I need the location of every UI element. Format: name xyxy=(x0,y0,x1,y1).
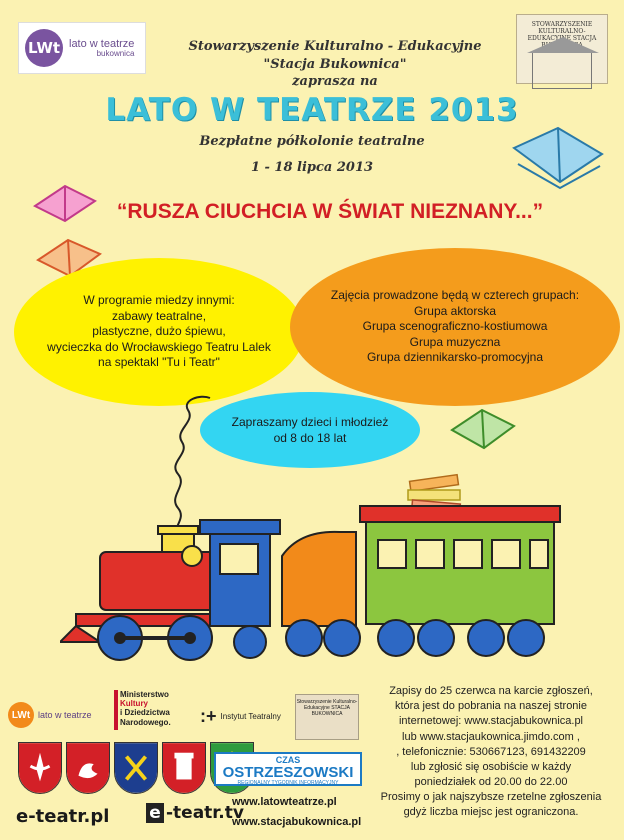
lwt-logo-text: lato w teatrze bukownica xyxy=(69,37,135,58)
train-illustration xyxy=(60,380,620,680)
lwt-logo xyxy=(18,22,146,74)
registration-info: Zapisy do 25 czerwca na karcie zgłoszeń, która jest do pobrania na naszej stronie internetowej: www.stacjabukownica.pl lub www.stacjaukownica.jimdo.com , , telefonicznie: 530667123, 691432209 lub zgłosić się osobiście w każdy poniedziałek od 20.00 do 22.00 Prosimy o jak najszybsze rzetelne zgłoszenia gdyż liczba miejsc jest ograniczona. xyxy=(380,685,602,819)
crest-swan-icon xyxy=(66,742,110,794)
stacja-bukownica-logo: STOWARZYSZENIE KULTURALNO-EDUKACYJNE STACJA BUKOWNICA xyxy=(516,14,608,84)
eteatr-tv-logo: e -teatr.tv xyxy=(146,803,244,823)
groups-intro: Zajęcia prowadzone będą w czterech grupach: xyxy=(330,288,580,303)
ministry-logo: Ministerstwo Kultury i Dziedzictwa Narodowego. xyxy=(120,690,206,727)
group-item: Grupa scenograficzno-kostiumowa xyxy=(362,319,548,334)
group-item: Grupa aktorska xyxy=(413,303,497,318)
crest-tools-icon xyxy=(114,742,158,794)
program-item: plastyczne, dużo śpiewu, xyxy=(92,324,226,339)
website-link-latowteatrze[interactable]: www.latowteatrze.pl xyxy=(232,796,337,808)
program-item: na spektakl "Tu i Teatr" xyxy=(98,355,220,370)
smoke-icon xyxy=(175,397,210,540)
house-icon xyxy=(532,53,592,89)
lwt-small-logo: LWt lato w teatrze xyxy=(8,700,108,730)
program-item: wycieczka do Wrocławskiego Teatru Lalek xyxy=(47,339,271,354)
group-item: Grupa dziennikarsko-promocyjna xyxy=(366,350,544,365)
crest-red-lily-icon xyxy=(18,742,62,794)
blue-book-icon xyxy=(508,118,608,208)
stacja-bukownica-small-logo: Stowarzyszenie Kulturalno-Edukacyjne STACJA BUKOWNICA xyxy=(295,694,359,740)
instytut-teatralny-logo: :+ Instytut Teatralny xyxy=(200,706,281,726)
carriage xyxy=(366,520,554,624)
subtitle: Bezpłatne półkolonie teatralne xyxy=(199,134,425,149)
program-item: zabawy teatralne, xyxy=(111,308,207,323)
group-item: Grupa muzyczna xyxy=(409,334,501,349)
page-title: LATO W TEATRZE 2013 xyxy=(105,92,519,128)
slogan: “RUSZA CIUCHCIA W ŚWIAT NIEZNANY...” xyxy=(116,200,544,223)
czas-ostrzeszowski-logo: CZAS OSTRZESZOWSKI REGIONALNY TYGODNIK INFORMACYJNY xyxy=(214,752,362,786)
organizer-heading: Stowarzyszenie Kulturalno - Edukacyjne "Stacja Bukownica" zaprasza na xyxy=(188,39,482,90)
eteatr-logo: e-teatr.pl xyxy=(16,806,110,827)
event-dates: 1 - 18 lipca 2013 xyxy=(250,160,374,175)
tender xyxy=(282,532,356,626)
crest-tower-icon xyxy=(162,742,206,794)
website-link-stacjabukownica[interactable]: www.stacjabukownica.pl xyxy=(232,816,362,828)
program-intro: W programie miedzy innymi: xyxy=(83,293,235,308)
invite-bubble: Zapraszamy dzieci i młodzież od 8 do 18 lat xyxy=(200,392,420,468)
lwt-logo-mark: LWt xyxy=(25,29,63,67)
